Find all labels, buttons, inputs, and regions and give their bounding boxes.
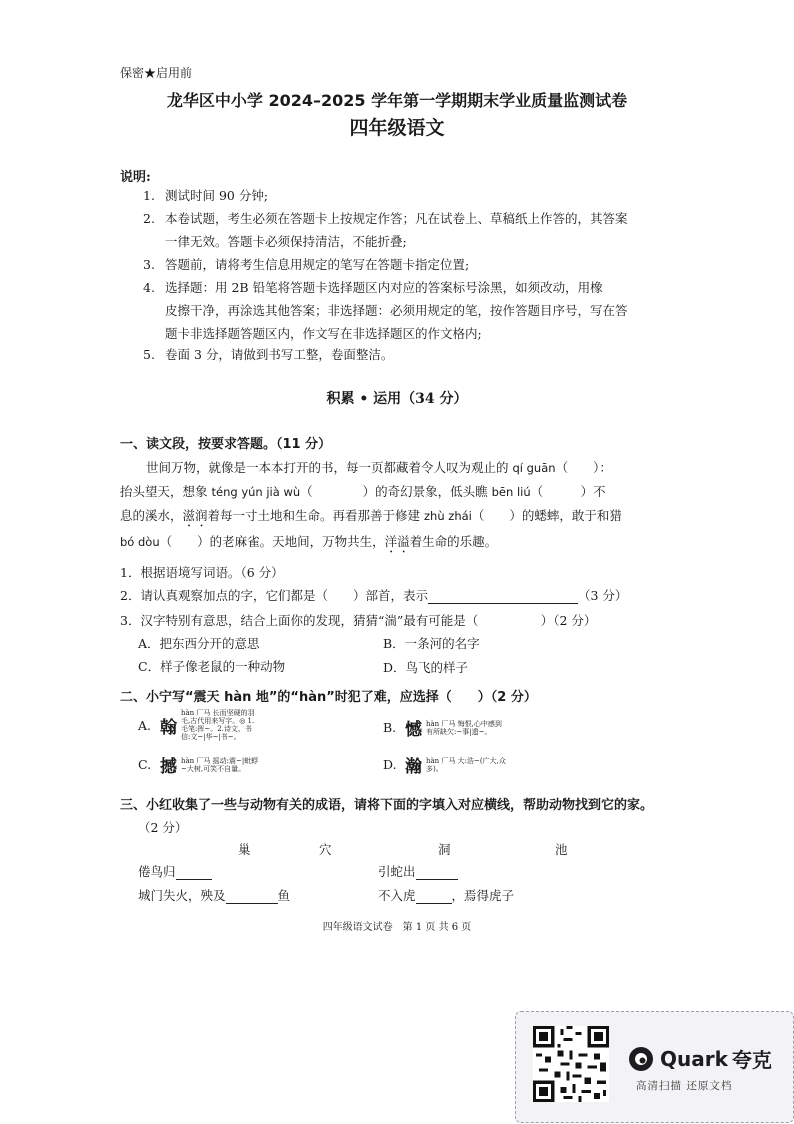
instruction-item: 4. 选择题：用 2B 铅笔将答题卡选择题区内对应的答案标号涂黑，如须改动，用橡 皮擦干净，再涂选其他答案；非选择题：必须用规定的笔，按作答题目序号，写在答 题卡非选择题答题区内，作文写在非选择题区的作文格内;	[143, 280, 628, 341]
option-b[interactable]: B．一条河的名字	[383, 636, 480, 651]
quark-logo	[628, 1044, 772, 1073]
quark-brand-cn: 夸克	[731, 1048, 772, 1072]
confidential-mark: 保密★启用前	[120, 66, 193, 80]
idiom-item: 引蛇出	[378, 862, 458, 880]
question-1-sub-1: 1．根据语境写词语。（6 分）	[120, 565, 284, 580]
idiom-blank[interactable]	[416, 864, 458, 880]
exam-subtitle: 四年级语文	[349, 117, 445, 139]
option-c[interactable]: C．样子像老鼠的一种动物	[138, 659, 286, 674]
question-1-heading: 一、读文段，按要求答题。（11 分）	[120, 437, 332, 452]
instructions-title: 说明:	[120, 170, 151, 185]
question-1-sub-3: 3．汉字特别有意思，结合上面你的发现，猜猜“湍”最有可能是（ ）（2 分）	[120, 613, 597, 628]
answer-blank[interactable]	[428, 588, 578, 604]
idiom-blank[interactable]	[416, 888, 452, 904]
fill-char: 池	[555, 842, 568, 857]
question-3-score: （2 分）	[138, 820, 188, 835]
fill-char: 穴	[319, 842, 332, 857]
question-2-heading: 二、小宁写“震天 hàn 地”的“hàn”时犯了难，应选择（ ）（2 分）	[120, 690, 537, 705]
instruction-item: 5. 卷面 3 分，请做到书写工整，卷面整洁。	[143, 347, 394, 362]
quark-brand: Quark	[660, 1046, 728, 1071]
idiom-item: 城门失火，殃及 鱼	[138, 888, 291, 903]
instruction-item: 3. 答题前，请将考生信息用规定的笔写在答题卡指定位置;	[143, 257, 470, 272]
section-title: 积累 • 运用（34 分）	[326, 391, 468, 407]
instruction-item: 2. 本卷试题，考生必须在答题卡上按规定作答；凡在试卷上、草稿纸上作答的，其答案 一律无效。答题卡必须保持清洁，不能折叠;	[143, 211, 628, 249]
idiom-blank[interactable]	[176, 864, 212, 880]
page-footer: 四年级语文试卷 第 1 页 共 6 页	[322, 922, 472, 933]
quark-logo-icon	[628, 1046, 654, 1072]
choice-b[interactable]: B. 憾 hàn 厂马 悔恨,心中感到有所缺欠:~事|遗~。	[383, 719, 502, 740]
question-3-heading: 三、小红收集了一些与动物有关的成语，请将下面的字填入对应横线，帮助动物找到它的家。	[120, 798, 654, 813]
fill-char: 巢	[238, 842, 251, 857]
exam-title: 龙华区中小学 2024–2025 学年第一学期期末学业质量监测试卷	[166, 91, 628, 110]
idiom-blank[interactable]	[226, 888, 278, 904]
quark-tagline: 高清扫描 还原文档	[636, 1080, 733, 1092]
fill-char: 洞	[438, 842, 451, 857]
choice-a[interactable]: A. 翰 hàn 厂马 长而坚硬的羽毛,古代用来写字。◎ 1.毛笔:挥~。2.诗文、书信:文~|华~|书~。	[138, 709, 255, 741]
option-d[interactable]: D．鸟飞的样子	[383, 660, 469, 675]
qr-code-icon	[533, 1026, 609, 1102]
question-1-sub-2: 2．请认真观察加点的字，它们都是（ ）部首，表示 （3 分）	[120, 588, 628, 603]
choice-d[interactable]: D. 瀚 hàn 厂马 大:浩~(广大,众多)。	[383, 756, 506, 777]
idiom-item: 不入虎 ，焉得虎子	[378, 888, 515, 903]
idiom-item: 倦鸟归	[138, 862, 212, 880]
option-a[interactable]: A．把东西分开的意思	[138, 636, 260, 651]
choice-c[interactable]: C. 撼 hàn 厂马 摇动:震~|蚍蜉~大树,可笑不自量。	[138, 756, 259, 777]
instruction-item: 1. 测试时间 90 分钟;	[143, 188, 269, 203]
question-1-passage: 世间万物，就像是一本本打开的书，每一页都藏着令人叹为观止的 qí guān（ ）： 抬头望天，想象 téng yún jià wù（ ）的奇幻景象，低头瞧 bēn liú（ ）不 息的溪水，滋润着每一寸土地和生命。再看那善于修建 zhù zhái（ ）的蟋蟀，敢于和猎 bó dòu（ ）的老麻雀。天地间，万物共生，洋溢着生命的乐趣。	[120, 460, 622, 549]
